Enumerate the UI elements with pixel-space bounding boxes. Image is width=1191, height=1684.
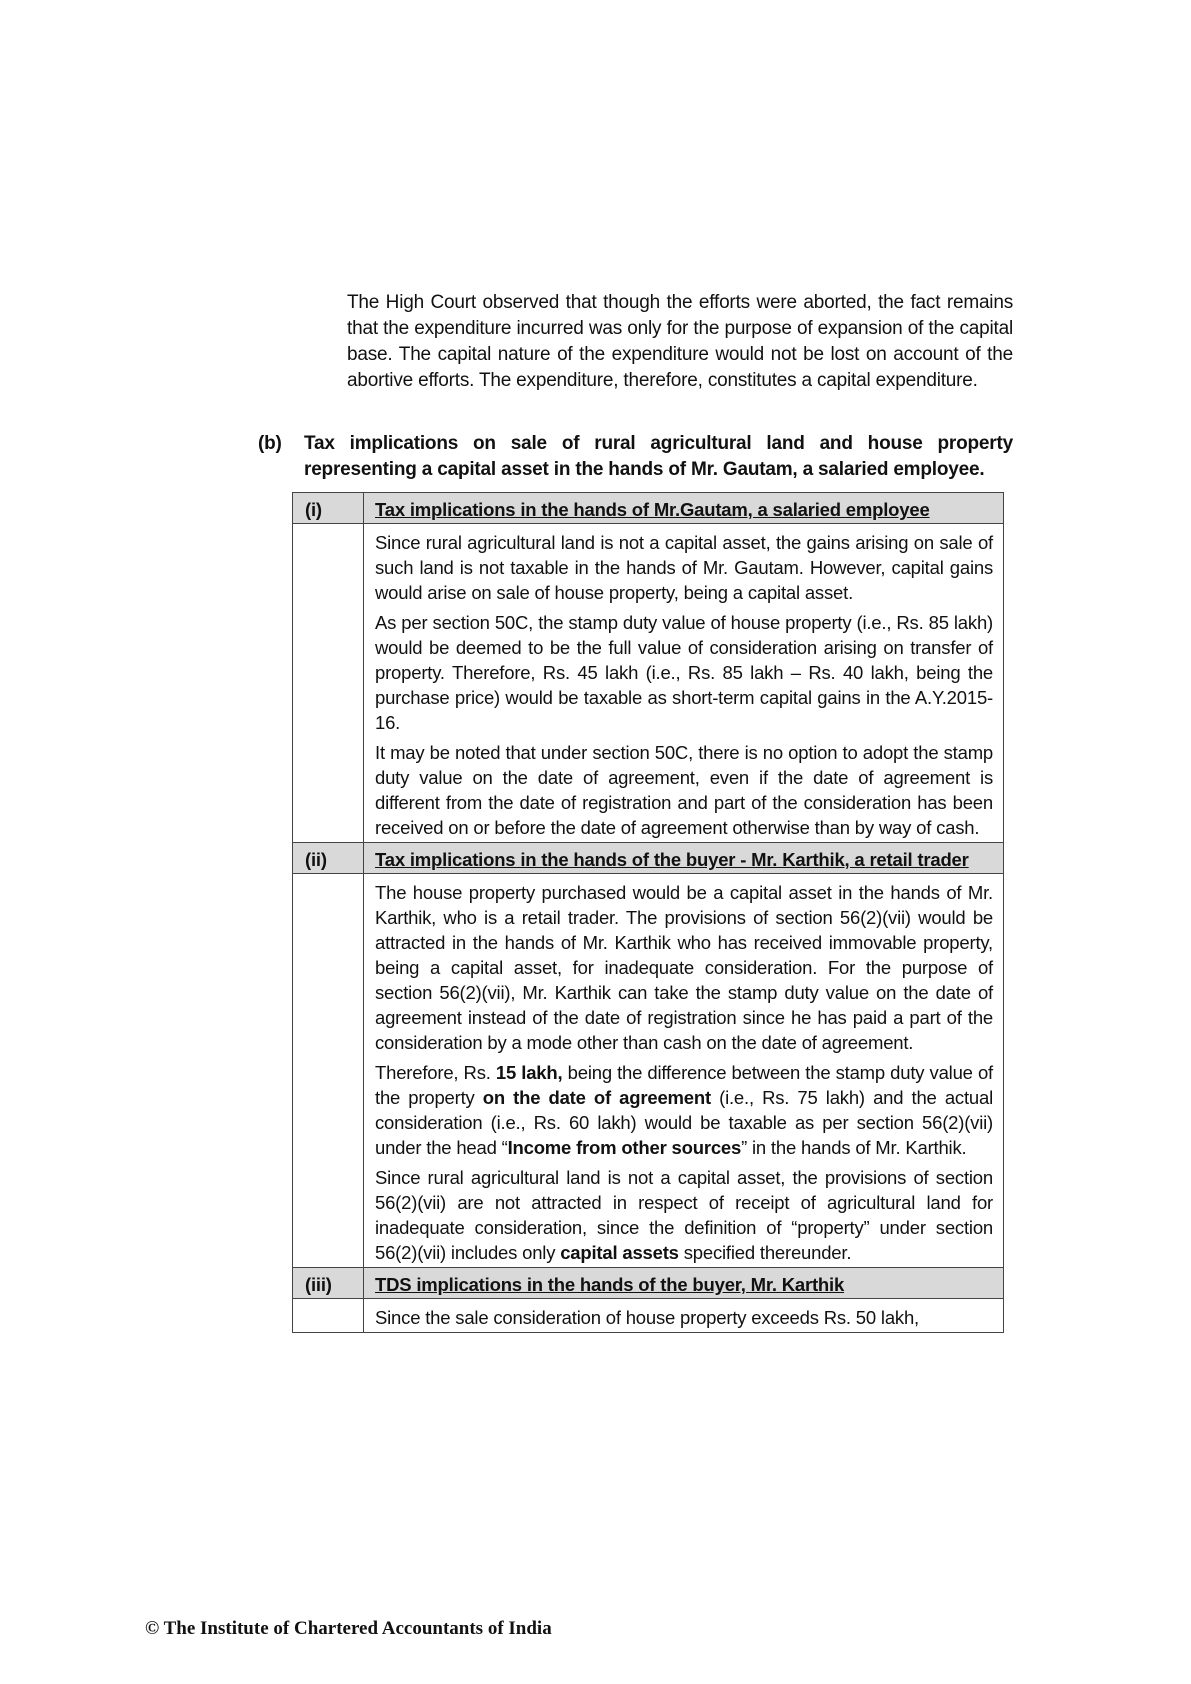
paragraph: Since the sale consideration of house property exceeds Rs. 50 lakh,	[375, 1307, 919, 1328]
row-body-iii	[364, 1299, 1004, 1333]
table-row-header-iii	[293, 1268, 1004, 1299]
section-b-label: (b)	[258, 433, 282, 454]
empty-cell	[293, 874, 364, 1268]
text: Therefore, Rs.	[375, 1062, 496, 1083]
row-title-iii: TDS implications in the hands of the buyer, Mr. Karthik	[364, 1268, 1004, 1299]
table-row-body-i	[293, 524, 1004, 843]
text: specified thereunder.	[678, 1242, 852, 1263]
text: ” in the hands of Mr. Karthik.	[741, 1137, 967, 1158]
row-number-iii: (iii)	[293, 1268, 364, 1299]
bold-text: Income from other sources	[507, 1137, 742, 1158]
table-row-body-ii	[293, 874, 1004, 1268]
text: (i.e., Rs. 75 lakh) and the actual consideration (i.e., Rs. 60 lakh) would be taxable as per section 56(2)(vii) under the head “	[375, 1087, 993, 1158]
paragraph: As per section 50C, the stamp duty value of house property (i.e., Rs. 85 lakh) would be deemed to be the full value of consideration arising on transfer of property. Therefore, Rs. 45 lakh (i.e., Rs. 85 lakh – Rs. 40 lakh, being the purchase price) would be taxable as short-term capital gains in the A.Y.2015-16.	[375, 612, 993, 733]
row-title-ii: Tax implications in the hands of the buyer - Mr. Karthik, a retail trader	[364, 843, 1004, 874]
row-body-i	[364, 524, 1004, 843]
empty-cell	[293, 1299, 364, 1333]
table-row-body-iii	[293, 1299, 1004, 1333]
bold-text: on the date of agreement	[482, 1087, 711, 1108]
text: being the difference between the stamp duty value of the property	[375, 1062, 994, 1108]
footer-copyright: © The Institute of Chartered Accountants of India	[145, 1618, 552, 1639]
table-row-header-ii	[293, 843, 1004, 874]
paragraph	[375, 1165, 993, 1265]
bold-text: 15 lakh,	[495, 1062, 563, 1083]
row-number-i: (i)	[293, 493, 364, 524]
row-number-ii: (ii)	[293, 843, 364, 874]
intro-paragraph: The High Court observed that though the efforts were aborted, the fact remains that the expenditure incurred was only for the purpose of expansion of the capital base. The capital nature of the expenditure would not be lost on account of the abortive efforts. The expenditure, therefore, constitutes a capital expenditure.	[347, 292, 1013, 391]
paragraph: Since rural agricultural land is not a capital asset, the gains arising on sale of such land is not taxable in the hands of Mr. Gautam. However, capital gains would arise on sale of house property, being a capital asset.	[375, 532, 993, 603]
text: Since rural agricultural land is not a capital asset, the provisions of section 56(2)(vii) are not attracted in respect of receipt of agricultural land for inadequate consideration, since the definition of “property” under section 56(2)(vii) includes only	[375, 1167, 993, 1263]
empty-cell	[293, 524, 364, 843]
table-row-header-i	[293, 493, 1004, 524]
tax-implications-table	[292, 492, 1004, 1333]
row-body-ii	[364, 874, 1004, 1268]
row-title-i: Tax implications in the hands of Mr.Gautam, a salaried employee	[364, 493, 1004, 524]
section-b-heading-text: Tax implications on sale of rural agricultural land and house property representing a capital asset in the hands of Mr. Gautam, a salaried employee.	[304, 433, 1013, 480]
paragraph: The house property purchased would be a capital asset in the hands of Mr. Karthik, who is a retail trader. The provisions of section 56(2)(vii) would be attracted in the hands of Mr. Karthik who has received immovable property, being a capital asset, for inadequate consideration. For the purpose of section 56(2)(vii), Mr. Karthik can take the stamp duty value on the date of agreement instead of the date of registration since he has paid a part of the consideration by a mode other than cash on the date of agreement.	[375, 882, 993, 1053]
paragraph	[375, 1060, 993, 1160]
section-b-heading	[258, 431, 1013, 483]
paragraph: It may be noted that under section 50C, there is no option to adopt the stamp duty value on the date of agreement, even if the date of agreement is different from the date of registration and part of the consideration has been received on or before the date of agreement otherwise than by way of cash.	[375, 742, 993, 838]
bold-text: capital assets	[560, 1242, 679, 1263]
